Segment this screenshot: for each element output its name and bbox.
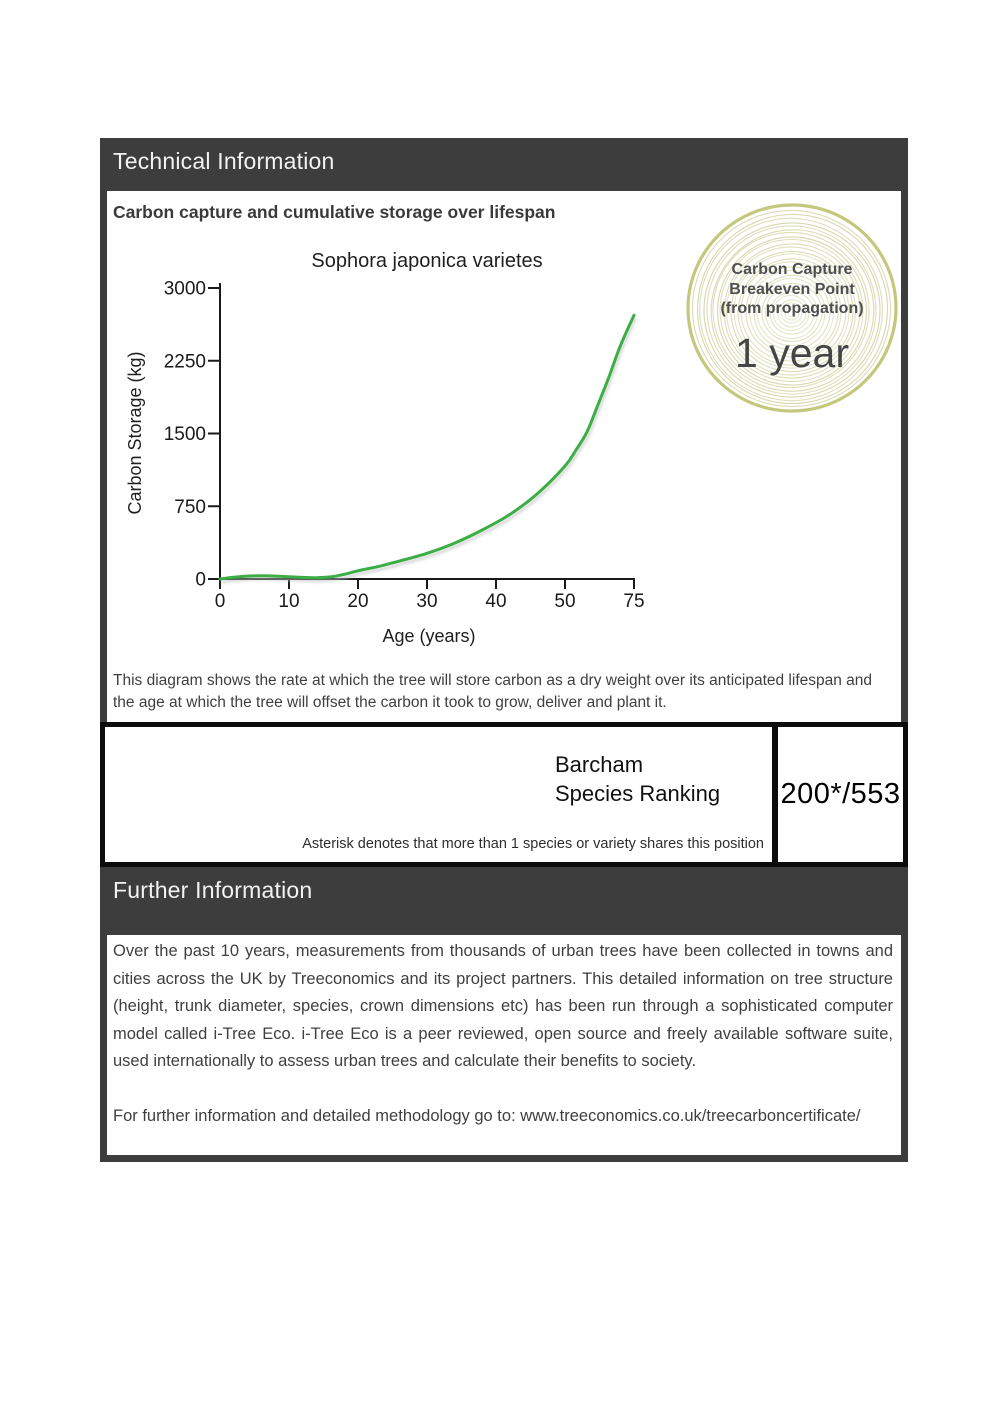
- species-ranking-row: [100, 722, 908, 867]
- further-information-header: Further Information: [113, 877, 313, 903]
- species-ranking-title: [555, 750, 720, 808]
- breakeven-value: 1 year: [735, 330, 849, 376]
- y-axis-tick-label: 3000: [163, 278, 206, 300]
- carbon-curve: [220, 315, 634, 579]
- y-axis-tick-label: 0: [195, 569, 206, 591]
- x-axis-tick-label: 0: [214, 591, 226, 612]
- y-axis-tick-label: 1500: [163, 424, 206, 445]
- further-information-panel: [107, 935, 901, 1155]
- ranking-org: Barcham: [555, 752, 644, 777]
- ranking-value: 200*/553: [780, 778, 901, 810]
- methodology-link-line: For further information and detailed methodology go to: www.treeconomics.co.uk/treecarboncertificate/: [113, 1106, 861, 1125]
- y-axis-title: Carbon Storage (kg): [125, 351, 145, 515]
- x-axis-title: Age (years): [382, 626, 476, 646]
- carbon-curve-shadow: [222, 318, 636, 582]
- y-axis-tick-label: 750: [174, 496, 206, 518]
- species-ranking-label-cell: [105, 727, 772, 862]
- x-axis-tick-label: 20: [347, 591, 369, 612]
- badge-caption-line2: Breakeven Point: [729, 280, 855, 298]
- carbon-breakeven-badge: [684, 198, 900, 414]
- badge-caption-line3: (from propagation): [720, 300, 864, 317]
- chart-title: Sophora japonica varietes: [311, 250, 543, 272]
- y-axis-tick-label: 2250: [163, 351, 206, 373]
- x-axis-tick-label: 50: [554, 591, 576, 612]
- badge-caption: [684, 260, 900, 319]
- further-information-paragraph: Over the past 10 years, measurements from thousands of urban trees have been collected in towns and cities across the UK by Treeconomics and its project partners. This detailed information on tree structure (height, trunk diameter, species, crown dimensions etc) has been run through a sophisticated computer model called i-Tree Eco. i-Tree Eco is a peer reviewed, open source and freely available software suite, used internationally to assess urban trees and calculate their benefits to society.: [113, 942, 893, 1070]
- chart-plot-area: [164, 279, 645, 613]
- x-axis-tick-label: 40: [485, 591, 507, 612]
- asterisk-note: Asterisk denotes that more than 1 species or variety shares this position: [302, 836, 764, 852]
- chart-panel: [107, 191, 901, 722]
- chart-panel-subtitle: Carbon capture and cumulative storage over lifespan: [113, 202, 556, 222]
- further-information-section: [100, 867, 908, 1162]
- technical-information-section: [100, 138, 908, 722]
- x-axis-tick-label: 75: [623, 591, 645, 612]
- badge-caption-line1: Carbon Capture: [731, 261, 853, 278]
- x-axis-tick-label: 30: [416, 591, 438, 612]
- technical-information-header: Technical Information: [113, 148, 335, 174]
- ranking-label: Species Ranking: [555, 781, 721, 806]
- chart-description: This diagram shows the rate at which the tree will store carbon as a dry weight over its anticipated lifespan and the age at which the tree will offset the carbon it took to grow, deliver and plant it.: [113, 672, 873, 711]
- x-axis-tick-label: 10: [278, 591, 300, 612]
- species-ranking-value-cell: [772, 727, 903, 862]
